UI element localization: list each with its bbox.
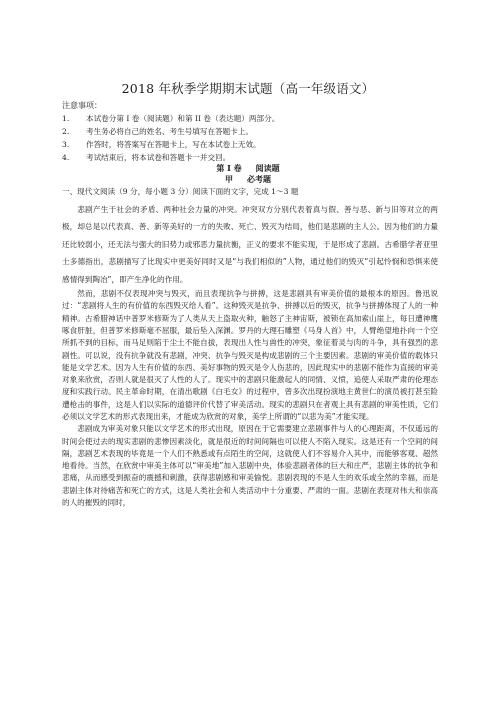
part-title: 必考题 [247,174,271,184]
part-label: 甲 [225,174,233,184]
note-item [62,113,279,124]
note-item [62,126,253,137]
note-item [62,152,230,163]
note-text: 考生务必将自己的姓名、考生号填写在答题卡上。 [86,127,254,136]
passage-paragraph: 然而，悲剧不仅表现冲突与毁灭，而且表现抗争与拼搏，这是悲剧具有审美价值的最根本的原因。鲁迅说过：“悲剧将人生的有价值的东西毁灭给人看”。这种毁灭是抗争、拼搏以后的毁灭，抗争与拼搏体现了人的一种精神。古希腊神话中普罗米修斯为了人类从天上盗取火种，触怒了主神宙斯，被锁在高加索山崖上，每日遭神鹰啄食肝脏，但普罗米修斯毫不屈服，最后坠入深渊。罗丹的大理石雕塑《马身人首》中，人臂绝望地扑向一个空所抓不到的目标，而马足则陷于尘土不能自拔，表现出人性与兽性的冲突，象征着灵与肉的斗争，具有强烈的悲剧性。可以说，没有抗争就没有悲剧，冲突、抗争与毁灭是构成悲剧的三个主要因素。悲剧的审美价值的载体只能是文学艺术。因为人生有价值的东西、美好事物的毁灭是令人伤悲的，因此现实中的悲剧不能作为直接的审美对象来欣赏，否则人就是很灭了人性的人了。现实中的悲剧只能激起人的同情、义愤，追使人采取严肃的伦理态度和实践行动。民主革命时期，在清出歌剧《白毛女》的过程中，曾多次出现扮演地主黄世仁的演员被打甚至险遭枪击的事件，这是人们以实际的道德评价代替了审美活动。现实的悲剧只在者观上具有悲剧的审美性质，它们必须以文学艺术的形式表现出来，才能成为欣赏的对象，美学上所谓的“以悲为美”才能实现。 [62,289,438,421]
note-text: 本试卷分第 I 卷（阅读题）和第 II 卷（表达题）两部分。 [86,114,280,123]
note-text: 考试结束后，将本试卷和答题卡一并交回。 [86,153,231,162]
note-text: 作答时，将答案写在答题卡上，写在本试卷上无效。 [86,140,261,149]
exam-title: 2018 年秋季学期期末试题（高一年级语文） [121,81,375,96]
passage-paragraph: 悲剧成为审美对象只能以文学艺术的形式出现，原因在于它需要建立悲剧事件与人的心理距离，不仅遥远的时间会使过去的现实悲剧的悲惨因素淡化，就是很近的时间间隔也可以使人不陷入现实。这是还有一个空间的间隔，悲剧艺术表现的毕竟是一个人们不熟悉或有点陌生的空间，这就使人们不容易介入其中，而能够客观、超然地看待。当然，在欣赏中审美主体可以“审美地”加入悲剧中央，体验悲剧者体的巨大和庄严，悲剧主体的抗争和悲痛，从而感受到振奋的震撼和刺激，获得悲剧感和审美愉悦。悲剧表现的不是人生的欢乐或全然的幸福，而是悲剧主体对待痛苦和死亡的方式，这是人类社会和人类活动中十分重要、严肃的一面。悲剧在表现对伟大和崇高的人的摧毁的同时， [62,424,438,508]
note-number: 1. [62,114,70,123]
reading-passage [62,201,438,509]
note-number: 2. [62,127,70,136]
note-item [62,139,261,150]
notes-heading: 注意事项： [62,101,102,110]
note-number: 3. [62,140,70,149]
note-number: 4. [62,153,70,162]
question-intro: 一、现代文阅读（9 分，每小题 3 分）阅读下面的文字，完成 1～3 题 [62,187,299,196]
part-heading [0,174,496,185]
volume-heading [0,163,496,174]
passage-paragraph: 悲剧产生于社会的矛盾、两种社会力量的冲突。冲突双方分别代表着真与假、善与恶、新与旧等对立的两极，却总是以代表真、善、新等美好的一方的失败、死亡、毁灭为结局，他们是悲剧的主人公。因为他们的力量还比较弱小，还无法与强大的旧势力或邪恶力量抗衡，正义的要求不能实现，于是形成了悲剧。古希腊学者亚里士多德指出，悲剧描写了比现实中更美好同时又是“与我们相似的”人物，通过他们的毁灭“引起怜悯和恐惧来使感情得到陶冶”，即产生净化的作用。 [62,205,438,284]
volume-title: 阅读题 [255,163,280,173]
volume-label: 第 I 卷 [216,163,242,173]
